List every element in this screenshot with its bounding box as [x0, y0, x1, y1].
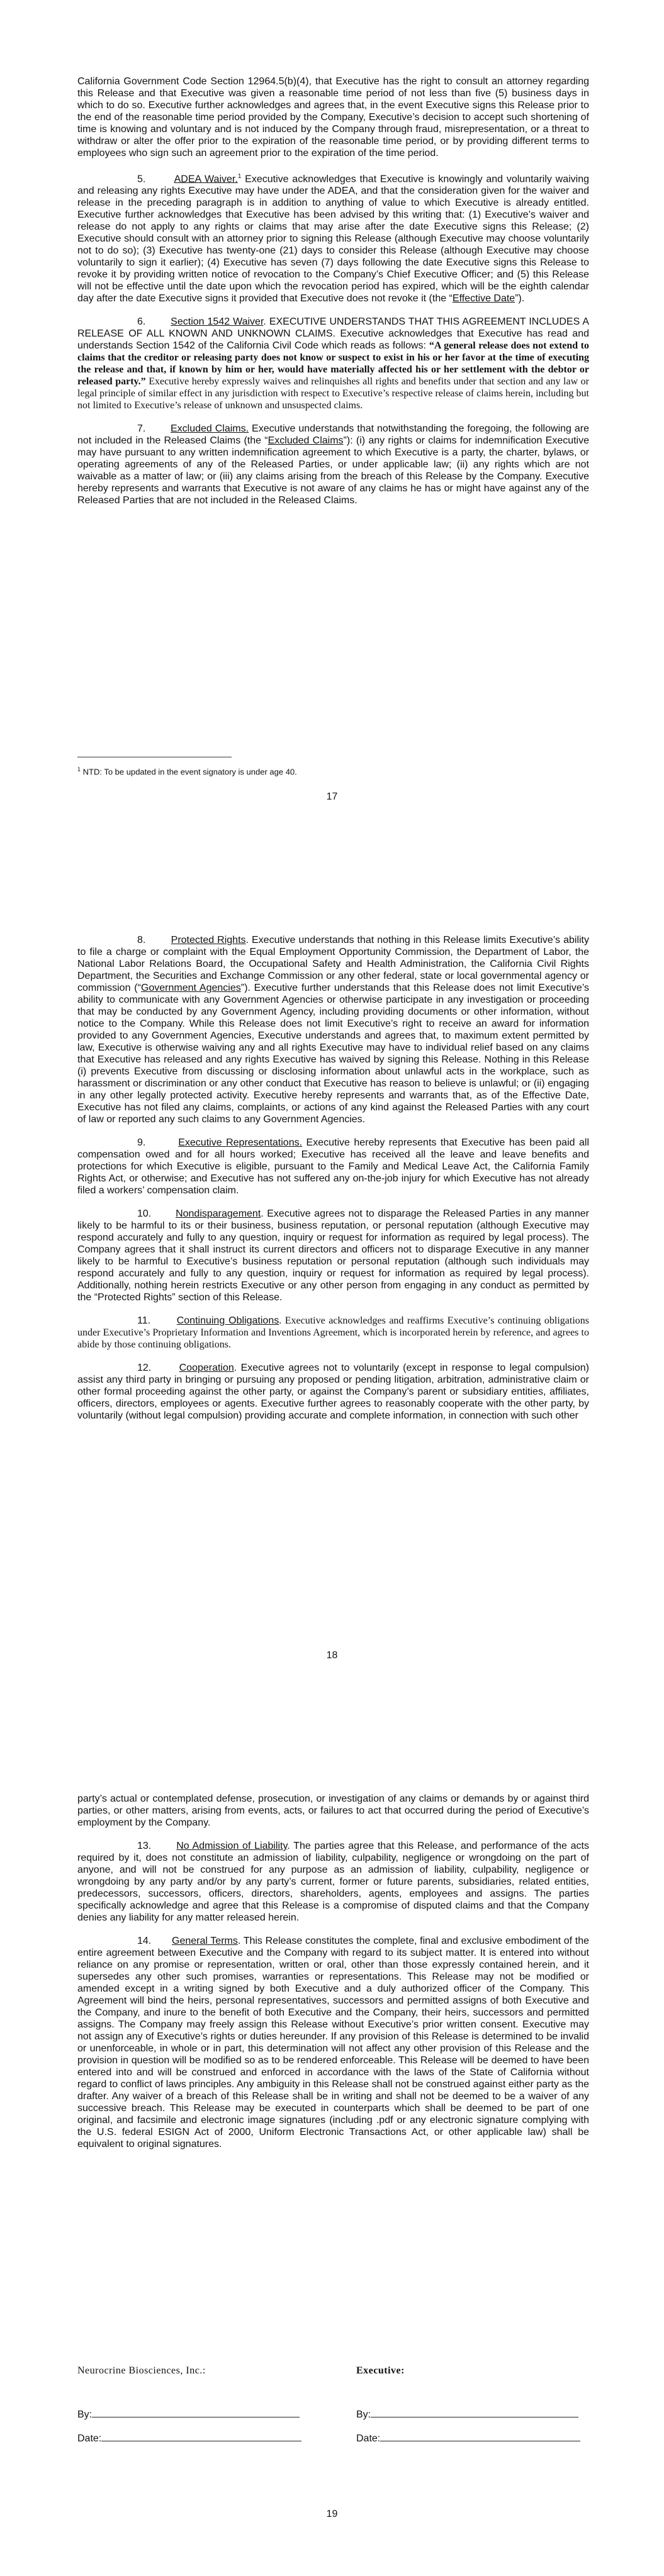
- company-by-line[interactable]: [77, 2408, 301, 2421]
- section-9-text: Executive hereby represents that Executive has been paid all compensation owed and for all hours worked; Executive has received all the leave and leave benefits and protections for which Executive is eligible, pursuant to the Family and Medical Leave Act, the California Family Rights Act, or otherwise; and Executive has not suffered any on-the-job injury for which Executive has not already filed a workers’ compensation claim.: [77, 1137, 590, 1196]
- section-13-no-admission: [77, 1840, 589, 1924]
- section-6-caps: . EXECUTIVE UNDERSTANDS THAT THIS AGREEMENT INCLUDES A RELEASE OF ALL KNOWN AND UNKNOWN CLAIMS.: [77, 316, 590, 340]
- by-label: By:: [77, 2409, 93, 2420]
- section-5-adea-waiver: [77, 170, 589, 304]
- section-7-title: Excluded Claims.: [170, 423, 249, 435]
- section-12-text: . Executive agrees not to voluntarily (except in response to legal compulsion) assist any third party in bringing or pursuing any proposed or pending litigation, arbitration, administrative claim or other formal proceeding against the other party, or against the Company’s parent or subsidiary entities, affiliates, officers, directors, employees or agents. Executive further agrees to reasonably cooperate with the other party, by voluntarily (without legal compulsion) providing accurate and complete information, in connection with such other: [77, 1363, 589, 1421]
- section-5-text: Executive acknowledges that Executive is knowingly and voluntarily waiving and releasing any rights Executive may have under the ADEA, and that the consideration given for the waiver and release in the preceding paragraph is in addition to anything of value to which Executive is already entitled. Executive further acknowledges that Executive has been advised by this writing that: (1) Executive’s waiver and release do not apply to any rights or claims that may arise after the date Executive signs this Release; (2) Executive should consult with an attorney prior to signing this Release (although Executive may choose voluntarily not to do so); (3) Executive has twenty-one (21) days to consider this Release (although Executive may choose voluntarily to sign it earlier); (4) Executive has seven (7) days following the date Executive signs this Release to revoke it by providing written notice of revocation to the Company’s Chief Executive Officer; and (5) this Release will not be effective until the date upon which the revocation period has expired, which will be the eighth calendar day after the date Executive signs it provided that Executive does not revoke it (the “: [77, 174, 590, 304]
- section-11-number: 11.: [137, 1315, 151, 1326]
- section-7-text: Executive understands that notwithstanding the foregoing, the following are not included in the Released Claims (the “: [77, 423, 589, 447]
- effective-date-term: Effective Date: [452, 293, 515, 304]
- section-10-title: Nondisparagement: [176, 1208, 261, 1219]
- section-12-number: 12.: [137, 1363, 152, 1373]
- section-14-number: 14.: [137, 1936, 152, 1946]
- page-number-17: 17: [326, 791, 338, 802]
- section-8-protected-rights: [77, 934, 589, 1125]
- section-14-text: . This Release constitutes the complete, final and exclusive embodiment of the entire agreement between Executive and the Company with regard to its subject matter. It is entered into without reliance on any promise or representation, written or oral, other than those expressly contained herein, and it supersedes any other such promises, warranties or representations. This Release may not be modified or amended except in a writing signed by both Executive and a duly authorized officer of the Company. This Agreement will bind the heirs, personal representatives, successors and permitted assigns of both Executive and the Company, and inure to the benefit of both Executive and the Company, their heirs, successors and permitted assigns. The Company may freely assign this Release without Executive’s prior written consent. Executive may not assign any of Executive’s rights or duties hereunder. If any provision of this Release is determined to be invalid or unenforceable, in whole or in part, this determination will not affect any other provision of this Release and the provision in question will be modified so as to be rendered enforceable. This Release will be deemed to have been entered into and will be construed and enforced in accordance with the laws of the State of California without regard to conflict of laws principles. Any ambiguity in this Release shall not be construed against either party as the drafter. Any waiver of a breach of this Release shall be in writing and shall not be deemed to be a waiver of any successive breach. This Release may be executed in counterparts which shall be deemed to be part of one original, and facsimile and electronic image signatures (including .pdf or any electronic signature complying with the U.S. federal ESIGN Act of 2000, Uniform Electronic Transactions Act, or other applicable law) shall be equivalent to original signatures.: [77, 1936, 589, 2149]
- cooperation-continued: party’s actual or contemplated defense, prosecution, or investigation of any claims or demands by or against third parties, or other matters, arising from events, acts, or failures to act that occurred during the period of Executive’s employment by the Company.: [77, 1793, 589, 1828]
- date-label: Date:: [356, 2433, 381, 2444]
- executive-date-line[interactable]: [356, 2432, 580, 2445]
- company-signature-block: [77, 2365, 301, 2445]
- section-8-number: 8.: [137, 935, 146, 945]
- section-1542-quote: “A general release does not extend to claims that the creditor or releasing party does not know or suspect to exist in his or her favor at the time of executing the release and that, if known by him or her, would have materially affected his or her settlement with the debtor or released party.”: [77, 340, 590, 388]
- section-5-number: 5.: [137, 174, 146, 185]
- section-13-text: . The parties agree that this Release, and performance of the acts required by it, does not constitute an admission of liability, culpability, negligence or wrongdoing on the part of anyone, and will not be construed for any purpose as an admission of liability, culpability, negligence or wrongdoing by any party and/or by any party’s current, former or future parents, subsidiaries, related entities, predecessors, successors, officers, directors, shareholders, agents, employees and assigns. The parties specifically acknowledge and agree that this Release is a compromise of disputed claims and that the Company denies any liability for any matter released herein.: [77, 1841, 590, 1923]
- company-label: Neurocrine Biosciences, Inc.:: [77, 2365, 206, 2376]
- government-agencies-term: Government Agencies: [140, 983, 241, 993]
- section-8-end: ”). Executive further understands that this Release does not limit Executive’s ability to communicate with any Government Agencies or otherwise participate in any investigation or proceeding that may be conducted by any Government Agency, including providing documents or other information, without notice to the Company. While this Release does not limit Executive’s right to receive an award for information provided to any Government Agencies, Executive understands and agrees that, to maximum extent permitted by law, Executive is otherwise waiving any and all rights Executive may have to individual relief based on any claims that Executive has released and any rights Executive has waived by signing this Release. Nothing in this Release (i) prevents Executive from discussing or disclosing information about unlawful acts in the workplace, such as harassment or discrimination or any other conduct that Executive has reason to believe is unlawful; or (ii) engaging in any other legally protected activity. Executive hereby represents and warrants that, as of the Effective Date, Executive has not filed any claims, complaints, or actions of any kind against the Released Parties with any court of law or reported any such claims to any Government Agencies.: [77, 983, 589, 1125]
- excluded-claims-term: Excluded Claims: [267, 435, 344, 447]
- section-6-title: Section 1542 Waiver: [171, 316, 264, 328]
- section-5-end: ”).: [515, 293, 525, 304]
- section-10-number: 10.: [137, 1208, 152, 1219]
- executive-signature-block: [356, 2365, 580, 2445]
- section-6-number: 6.: [137, 316, 146, 328]
- section-9-number: 9.: [137, 1137, 146, 1148]
- section-7-number: 7.: [137, 423, 146, 435]
- footnote-ref-1: 1: [237, 173, 242, 180]
- page-19-body: [77, 1793, 589, 2161]
- page-19: [0, 1717, 664, 2576]
- section-13-title: No Admission of Liability: [176, 1841, 288, 1851]
- section-8-title: Protected Rights: [171, 935, 246, 945]
- by-label: By:: [356, 2409, 371, 2420]
- page-18-body: [77, 934, 589, 1433]
- section-9-title: Executive Representations.: [178, 1137, 303, 1148]
- section-7-excluded-claims: [77, 423, 589, 506]
- section-14-title: General Terms: [172, 1936, 238, 1946]
- page-17-body: [77, 75, 589, 518]
- section-12-cooperation: [77, 1362, 589, 1422]
- section-6-text: Executive acknowledges that Executive has read and understands Section 1542 of the California Civil Code which reads as follows:: [77, 328, 590, 352]
- section-11-title: Continuing Obligations: [176, 1315, 279, 1326]
- section-5-title: ADEA Waiver.: [174, 174, 238, 185]
- section-6-end: Executive hereby expressly waives and relinquishes all rights and benefits under that section and any law or legal principle of similar effect in any jurisdiction with respect to Executive’s respective release of claims herein, including but not limited to Executive’s release of unknown and unsuspected claims.: [77, 376, 590, 411]
- section-12-title: Cooperation: [179, 1363, 234, 1373]
- section-9-executive-representations: [77, 1137, 589, 1196]
- date-label: Date:: [77, 2433, 102, 2444]
- footnote-text: NTD: To be updated in the event signatory is under age 40.: [81, 767, 297, 777]
- page-18: [0, 859, 664, 1717]
- section-13-number: 13.: [137, 1841, 152, 1851]
- section-10-text: . Executive agrees not to disparage the Released Parties in any manner likely to be harmful to its or their business, business reputation, or personal reputation (although Executive may respond accurately and fully to any question, inquiry or request for information as required by legal process). The Company agrees that it shall instruct its current directors and officers not to disparage Executive in any manner likely to be harmful to Executive’s business reputation or personal reputation (although such individuals may respond accurately and fully to any question, inquiry or request for information as required by legal process). Additionally, nothing herein restricts Executive or any other person from engaging in any conduct as permitted by the “Protected Rights” section of this Release.: [77, 1208, 589, 1303]
- page-17: [0, 0, 664, 859]
- section-8-text: . Executive understands that nothing in this Release limits Executive’s ability to file a charge or complaint with the Equal Employment Opportunity Commission, the Department of Labor, the National Labor Relations Board, the Occupational Safety and Health Administration, the California Civil Rights Department, the Securities and Exchange Commission or any other federal, state or local governmental agency or commission (“: [77, 935, 589, 993]
- page-number-19: 19: [326, 2509, 338, 2519]
- section-11-continuing-obligations: [77, 1315, 589, 1351]
- page-number-18: 18: [326, 1650, 338, 1661]
- company-date-line[interactable]: [77, 2432, 301, 2445]
- section-11-text: . Executive acknowledges and reaffirms Executive’s continuing obligations under Executive’s Proprietary Information and Inventions Agreement, which is incorporated herein by reference, and agrees to abide by those continuing obligations.: [77, 1315, 589, 1350]
- section-6-1542-waiver: [77, 316, 589, 411]
- section-10-nondisparagement: [77, 1208, 589, 1303]
- executive-label: Executive:: [356, 2365, 405, 2376]
- section-14-general-terms: [77, 1935, 589, 2150]
- intro-paragraph: California Government Code Section 12964.5(b)(4), that Executive has the right to consult an attorney regarding this Release and that Executive was given a reasonable time period of not less than five (5) business days in which to do so. Executive further acknowledges and agrees that, in the event Executive signs this Release prior to the end of the reasonable time period provided by the Company, Executive’s decision to accept such shortening of time is knowing and voluntary and is not induced by the Company through fraud, misrepresentation, or a threat to withdraw or alter the offer prior to the expiration of the reasonable time period, or by providing different terms to employees who sign such an agreement prior to the expiration of the time period.: [77, 76, 589, 159]
- footnote-mark: 1: [77, 766, 81, 772]
- executive-by-line[interactable]: [356, 2408, 580, 2421]
- section-7-end: ”): (i) any rights or claims for indemnification Executive may have pursuant to any written indemnification agreement to which Executive is a party, the charter, bylaws, or operating agreements of any of the Released Parties, or under applicable law; (ii) any rights which are not waivable as a matter of law; or (iii) any claims arising from the breach of this Release by the Company. Executive hereby represents and warrants that Executive is not aware of any claims he has or might have against any of the Released Parties that are not included in the Released Claims.: [77, 435, 590, 506]
- footnote: [77, 766, 297, 776]
